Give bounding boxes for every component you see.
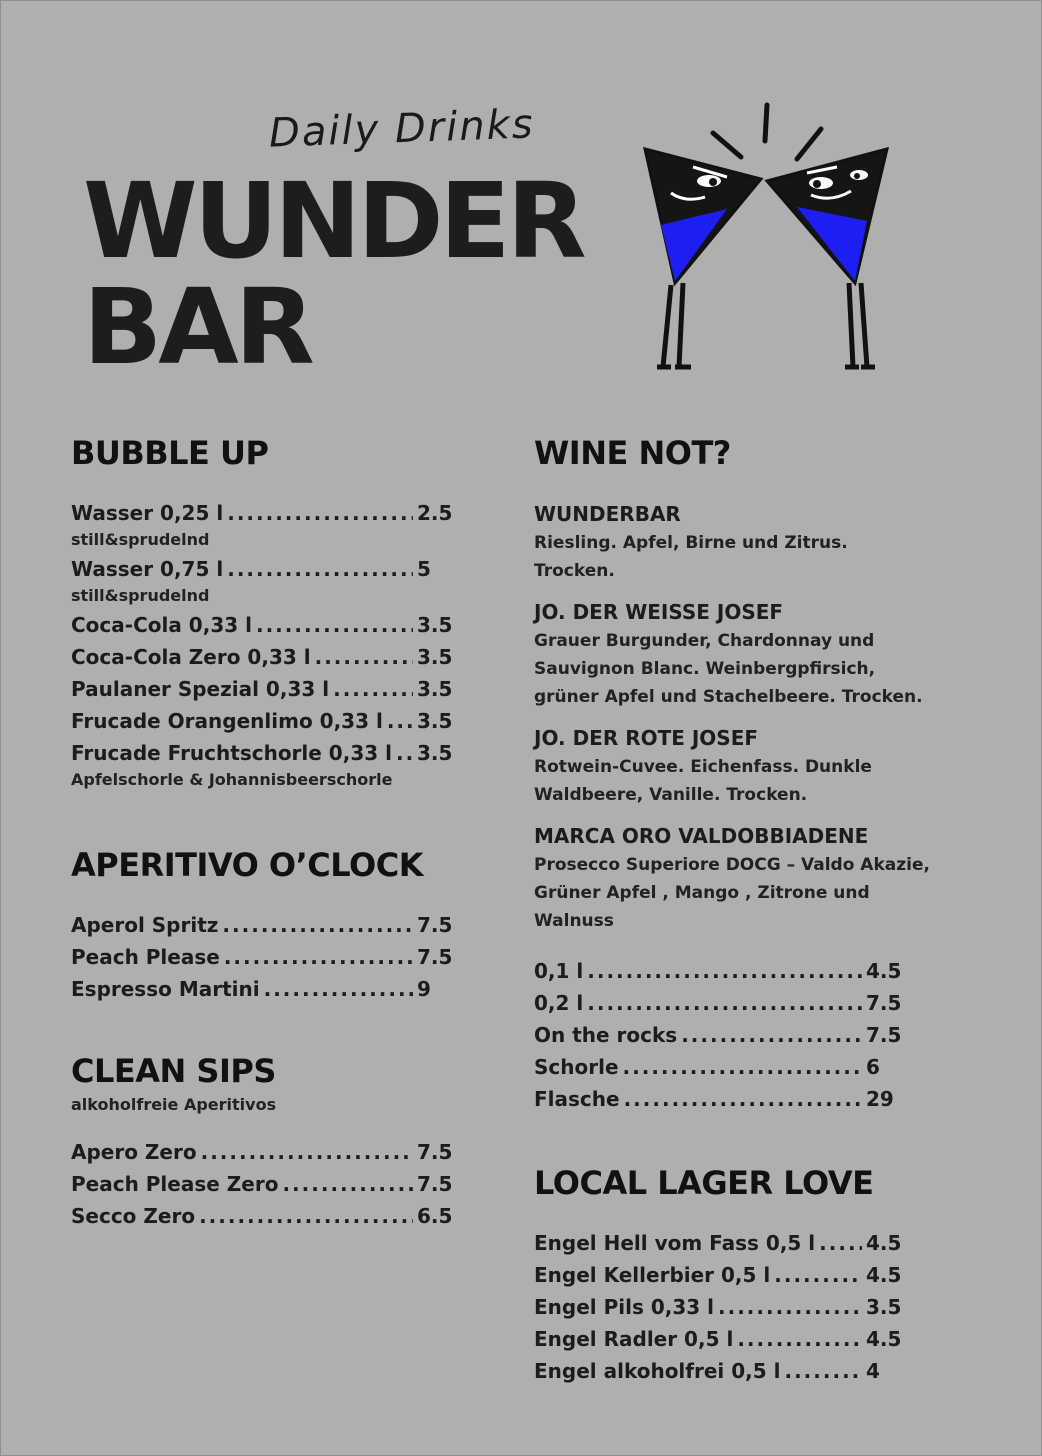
menu-item: Paulaner Spezial 0,33 l ..... 3.5	[71, 673, 451, 705]
menu-item: Wasser 0,25 l ..... 2.5	[71, 497, 451, 529]
leader-dots	[718, 1291, 862, 1323]
wine-price-list	[534, 955, 900, 1115]
price: 3.5	[417, 645, 453, 669]
price: 6.5	[417, 1204, 453, 1228]
price: 4.5	[866, 1327, 902, 1351]
menu-item: On the rocks ..... 7.5	[534, 1019, 900, 1051]
leader-dots	[624, 1083, 862, 1115]
wine-description: Prosecco Superiore DOCG – Valdo Akazie, Grüner Apfel , Mango , Zitrone und Walnuss	[534, 855, 930, 931]
local-lager-list	[534, 1227, 900, 1387]
leader-dots	[264, 973, 413, 1005]
wine-item	[534, 821, 934, 935]
menu-item: Coca-Cola 0,33 l ..... 3.5	[71, 609, 451, 641]
menu-item: Engel Hell vom Fass 0,5 l ..... 4.5	[534, 1227, 900, 1259]
menu-item: Engel Radler 0,5 l ..... 4.5	[534, 1323, 900, 1355]
section-title-clean-sips: CLEAN SIPS	[71, 1052, 276, 1090]
item-note: Apfelschorle & Johannisbeerschorle	[71, 770, 393, 789]
price: 6	[866, 1055, 880, 1079]
section-title-bubble-up: BUBBLE UP	[71, 434, 269, 472]
wine-description: Riesling. Apfel, Birne und Zitrus. Trocken.	[534, 533, 848, 581]
leader-dots	[201, 1136, 413, 1168]
brand-line-2: BAR	[83, 266, 311, 388]
script-title: Daily Drinks	[268, 101, 536, 157]
menu-item: Schorle ..... 6	[534, 1051, 900, 1083]
leader-dots	[222, 909, 413, 941]
wine-item	[534, 499, 934, 585]
price: 9	[417, 977, 431, 1001]
leader-dots	[681, 1019, 862, 1051]
leader-dots	[224, 941, 413, 973]
clean-sips-list	[71, 1136, 451, 1232]
price: 2.5	[417, 501, 453, 525]
section-subtitle: alkoholfreie Aperitivos	[71, 1095, 277, 1114]
price: 3.5	[417, 677, 453, 701]
section-title-local-lager: LOCAL LAGER LOVE	[534, 1164, 874, 1202]
brand-line-1: WUNDER	[83, 160, 583, 282]
menu-item: Secco Zero ..... 6.5	[71, 1200, 451, 1232]
wine-name: MARCA ORO VALDOBBIADENE	[534, 824, 869, 848]
price: 4.5	[866, 1263, 902, 1287]
leader-dots	[587, 987, 862, 1019]
menu-item: Aperol Spritz ..... 7.5	[71, 909, 451, 941]
wine-description: Grauer Burgunder, Chardonnay und Sauvignon Blanc. Weinbergpfirsich, grüner Apfel und Stachelbeere. Trocken.	[534, 631, 923, 707]
leader-dots	[282, 1168, 413, 1200]
menu-item: 0,1 l ..... 4.5	[534, 955, 900, 987]
leader-dots	[227, 553, 413, 585]
leader-dots	[387, 705, 413, 737]
price: 7.5	[417, 1140, 453, 1164]
menu-item: Engel alkoholfrei 0,5 l ..... 4	[534, 1355, 900, 1387]
price: 7.5	[866, 1023, 902, 1047]
menu-item: Coca-Cola Zero 0,33 l ..... 3.5	[71, 641, 451, 673]
brand-title	[83, 160, 583, 388]
leader-dots	[774, 1259, 862, 1291]
left-column	[71, 431, 451, 1232]
leader-dots	[227, 497, 413, 529]
price: 29	[866, 1087, 894, 1111]
leader-dots	[587, 955, 862, 987]
price: 3.5	[417, 741, 453, 765]
clinking-cocktail-glasses-icon	[631, 97, 901, 377]
section-title-wine-not: WINE NOT?	[534, 434, 731, 472]
price: 3.5	[417, 613, 453, 637]
section-title-aperitivo: APERITIVO O’CLOCK	[71, 846, 423, 884]
wine-name: JO. DER WEISSE JOSEF	[534, 600, 784, 624]
menu-item: Apero Zero ..... 7.5	[71, 1136, 451, 1168]
leader-dots	[333, 673, 413, 705]
leader-dots	[315, 641, 413, 673]
wine-name: WUNDERBAR	[534, 502, 681, 526]
menu-item: Flasche ..... 29	[534, 1083, 900, 1115]
right-column	[534, 431, 934, 1387]
wine-item	[534, 723, 934, 809]
menu-item: Engel Pils 0,33 l ..... 3.5	[534, 1291, 900, 1323]
wine-list	[534, 499, 934, 935]
menu-item: Frucade Orangenlimo 0,33 l ..... 3.5	[71, 705, 451, 737]
menu-item: Peach Please Zero ..... 7.5	[71, 1168, 451, 1200]
price: 7.5	[417, 913, 453, 937]
leader-dots	[737, 1323, 862, 1355]
menu-item: Frucade Fruchtschorle 0,33 l ..... 3.5	[71, 737, 451, 769]
price: 4	[866, 1359, 880, 1383]
item-note: still&sprudelnd	[71, 586, 210, 605]
wine-item	[534, 597, 934, 711]
wine-name: JO. DER ROTE JOSEF	[534, 726, 759, 750]
leader-dots	[199, 1200, 413, 1232]
price: 5	[417, 557, 431, 581]
aperitivo-list	[71, 909, 451, 1005]
item-note: still&sprudelnd	[71, 530, 210, 549]
price: 4.5	[866, 959, 902, 983]
price: 7.5	[417, 1172, 453, 1196]
menu-item: 0,2 l ..... 7.5	[534, 987, 900, 1019]
price: 4.5	[866, 1231, 902, 1255]
menu-item: Wasser 0,75 l ..... 5	[71, 553, 451, 585]
menu-item: Peach Please ..... 7.5	[71, 941, 451, 973]
menu-item: Engel Kellerbier 0,5 l ..... 4.5	[534, 1259, 900, 1291]
price: 3.5	[866, 1295, 902, 1319]
leader-dots	[256, 609, 413, 641]
menu-item: Espresso Martini ..... 9	[71, 973, 451, 1005]
leader-dots	[784, 1355, 862, 1387]
leader-dots	[623, 1051, 862, 1083]
price: 7.5	[866, 991, 902, 1015]
bubble-up-list	[71, 497, 451, 793]
price: 3.5	[417, 709, 453, 733]
leader-dots	[396, 737, 413, 769]
price: 7.5	[417, 945, 453, 969]
wine-description: Rotwein-Cuvee. Eichenfass. Dunkle Waldbeere, Vanille. Trocken.	[534, 757, 872, 805]
leader-dots	[819, 1227, 862, 1259]
